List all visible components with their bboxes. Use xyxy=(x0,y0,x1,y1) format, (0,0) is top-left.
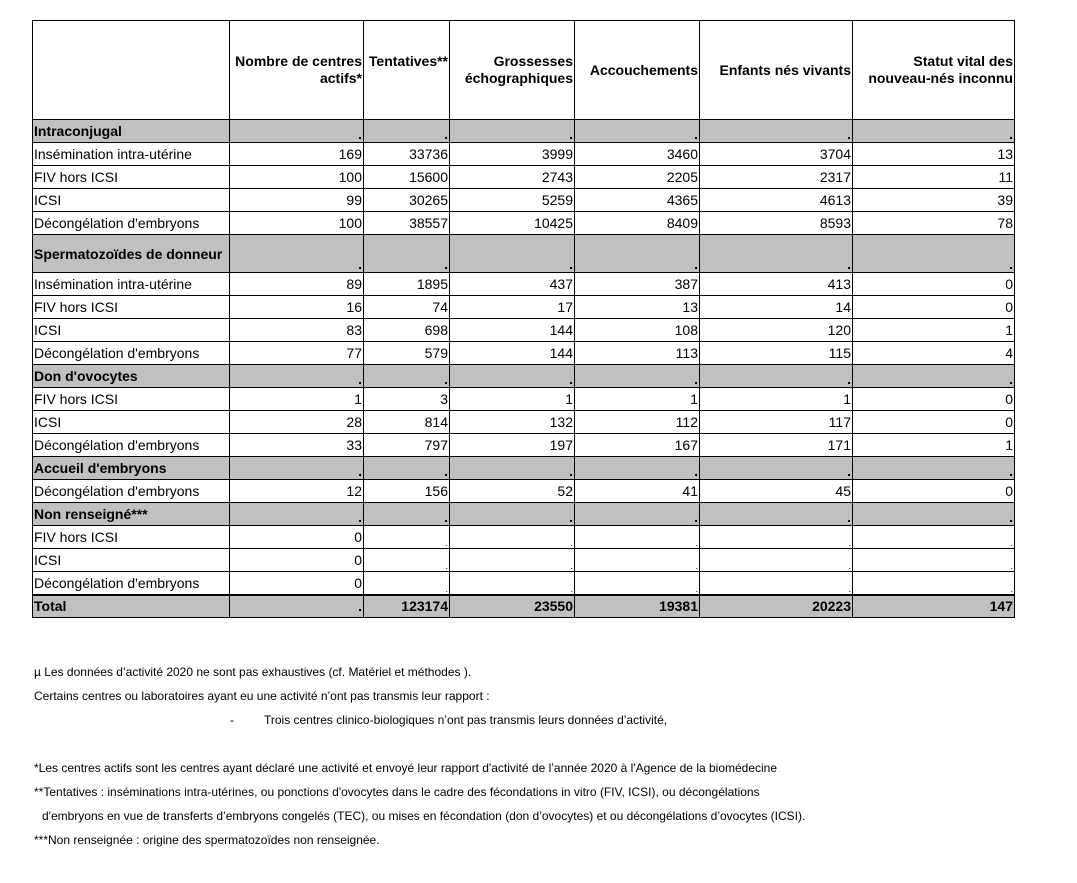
table-cell: 117 xyxy=(700,411,853,434)
table-cell: 112 xyxy=(575,411,700,434)
row-label: FIV hors ICSI xyxy=(33,166,230,189)
table-cell: 2743 xyxy=(450,166,575,189)
table-cell: 108 xyxy=(575,319,700,342)
table-cell: 144 xyxy=(450,342,575,365)
table-cell: 144 xyxy=(450,319,575,342)
table-body xyxy=(33,120,1015,618)
table-row xyxy=(33,143,1015,166)
table-cell: 13 xyxy=(853,143,1015,166)
table-cell: . xyxy=(364,526,450,549)
table-cell: 2317 xyxy=(700,166,853,189)
row-label: FIV hors ICSI xyxy=(33,526,230,549)
row-label: Insémination intra-utérine xyxy=(33,143,230,166)
table-cell: 12 xyxy=(230,480,364,503)
row-label: Insémination intra-utérine xyxy=(33,273,230,296)
table-cell: 579 xyxy=(364,342,450,365)
table-cell: 0 xyxy=(230,549,364,572)
table-row xyxy=(33,434,1015,457)
row-label: ICSI xyxy=(33,319,230,342)
table-cell: 4613 xyxy=(700,189,853,212)
table-cell: 123174 xyxy=(364,595,450,618)
table-cell: 16 xyxy=(230,296,364,319)
table-cell: . xyxy=(230,503,364,526)
table-cell: 100 xyxy=(230,212,364,235)
table-cell: . xyxy=(853,235,1015,273)
table-cell: . xyxy=(230,457,364,480)
table-cell: . xyxy=(700,365,853,388)
table-cell: 15600 xyxy=(364,166,450,189)
table-cell: . xyxy=(575,549,700,572)
table-cell: 1 xyxy=(450,388,575,411)
table-cell: . xyxy=(575,526,700,549)
table-cell: . xyxy=(700,120,853,143)
notes-spacer xyxy=(34,732,1034,756)
table-row xyxy=(33,480,1015,503)
table-cell: 387 xyxy=(575,273,700,296)
table-cell: 1895 xyxy=(364,273,450,296)
table-cell: 147 xyxy=(853,595,1015,618)
table-cell: . xyxy=(700,549,853,572)
table-cell: 2205 xyxy=(575,166,700,189)
header-tentatives: Tentatives** xyxy=(364,21,450,120)
table-cell: . xyxy=(364,549,450,572)
table-cell: . xyxy=(364,503,450,526)
table-cell: 0 xyxy=(230,572,364,595)
table-cell: . xyxy=(364,572,450,595)
table-row xyxy=(33,189,1015,212)
row-label: Décongélation d'embryons xyxy=(33,572,230,595)
header-statut-vital: Statut vital des nouveau-nés inconnu xyxy=(853,21,1015,120)
row-label: ICSI xyxy=(33,549,230,572)
table-cell: 38557 xyxy=(364,212,450,235)
table-cell: 797 xyxy=(364,434,450,457)
table-cell: . xyxy=(450,503,575,526)
table-cell: . xyxy=(450,457,575,480)
table-cell: . xyxy=(700,526,853,549)
table-cell: . xyxy=(450,549,575,572)
table-row xyxy=(33,212,1015,235)
table-cell: 437 xyxy=(450,273,575,296)
section-row xyxy=(33,235,1015,273)
table-cell: 33 xyxy=(230,434,364,457)
table-cell: . xyxy=(853,457,1015,480)
total-row xyxy=(33,595,1015,618)
table-cell: 3704 xyxy=(700,143,853,166)
table-cell: 197 xyxy=(450,434,575,457)
table-cell: 1 xyxy=(853,319,1015,342)
table-cell: 0 xyxy=(853,388,1015,411)
table-cell: . xyxy=(575,235,700,273)
table-cell: 33736 xyxy=(364,143,450,166)
table-cell: 0 xyxy=(230,526,364,549)
table-cell: 0 xyxy=(853,411,1015,434)
row-label: ICSI xyxy=(33,411,230,434)
table-cell: . xyxy=(230,120,364,143)
table-row xyxy=(33,319,1015,342)
row-label: Accueil d'embryons xyxy=(33,457,230,480)
row-label: Intraconjugal xyxy=(33,120,230,143)
table-cell: . xyxy=(450,235,575,273)
row-label: Spermatozoïdes de donneur xyxy=(33,235,230,273)
table-cell: 1 xyxy=(230,388,364,411)
notes-block xyxy=(34,660,1034,852)
header-nombre-centres: Nombre de centres actifs* xyxy=(230,21,364,120)
table-cell: . xyxy=(364,365,450,388)
table-row xyxy=(33,549,1015,572)
table-cell: 115 xyxy=(700,342,853,365)
table-cell: . xyxy=(853,365,1015,388)
table-row xyxy=(33,166,1015,189)
table-cell: 52 xyxy=(450,480,575,503)
table-row xyxy=(33,273,1015,296)
bullet-dash: - xyxy=(230,713,234,727)
header-enfants-nes: Enfants nés vivants xyxy=(700,21,853,120)
table-cell: . xyxy=(230,595,364,618)
note-exhaustivite: µ Les données d’activité 2020 ne sont pas exhaustives (cf. Matériel et méthodes ). xyxy=(34,665,472,679)
row-label: Décongélation d'embryons xyxy=(33,480,230,503)
footnote-tentatives: **Tentatives : inséminations intra-utérines, ou ponctions d'ovocytes dans le cadre des fécondations in vitro (FIV, ICSI), ou décongélations xyxy=(34,785,760,799)
table-cell: . xyxy=(450,365,575,388)
table-cell: 8593 xyxy=(700,212,853,235)
table-cell: 78 xyxy=(853,212,1015,235)
table-cell: 169 xyxy=(230,143,364,166)
table-cell: 814 xyxy=(364,411,450,434)
table-cell: 30265 xyxy=(364,189,450,212)
table-cell: 1 xyxy=(575,388,700,411)
table-row xyxy=(33,526,1015,549)
table-cell: 28 xyxy=(230,411,364,434)
table-cell: . xyxy=(700,235,853,273)
table-cell: 14 xyxy=(700,296,853,319)
table-cell: 19381 xyxy=(575,595,700,618)
table-row xyxy=(33,388,1015,411)
table-cell: . xyxy=(230,235,364,273)
note-bullet-item xyxy=(34,708,1034,732)
section-row xyxy=(33,120,1015,143)
table-cell: . xyxy=(364,120,450,143)
table-cell: 23550 xyxy=(450,595,575,618)
table-cell: 45 xyxy=(700,480,853,503)
table-cell: 39 xyxy=(853,189,1015,212)
table-cell: . xyxy=(853,120,1015,143)
table-cell: 4 xyxy=(853,342,1015,365)
table-cell: 113 xyxy=(575,342,700,365)
row-label: Don d'ovocytes xyxy=(33,365,230,388)
header-accouchements: Accouchements xyxy=(575,21,700,120)
table-cell: 3 xyxy=(364,388,450,411)
header-row xyxy=(33,21,1015,120)
table-cell: 17 xyxy=(450,296,575,319)
table-cell: 8409 xyxy=(575,212,700,235)
header-grossesses: Grossesses échographiques xyxy=(450,21,575,120)
table-cell: 20223 xyxy=(700,595,853,618)
table-cell: 171 xyxy=(700,434,853,457)
table-cell: 41 xyxy=(575,480,700,503)
row-label: Décongélation d'embryons xyxy=(33,342,230,365)
table-cell: 13 xyxy=(575,296,700,319)
table-row xyxy=(33,342,1015,365)
row-label: Total xyxy=(33,595,230,618)
table-cell: . xyxy=(575,572,700,595)
table-cell: 3460 xyxy=(575,143,700,166)
table-cell: . xyxy=(575,457,700,480)
table-row xyxy=(33,411,1015,434)
table-cell: 0 xyxy=(853,480,1015,503)
table-cell: 11 xyxy=(853,166,1015,189)
table-cell: . xyxy=(364,235,450,273)
note-centres-manquants: Certains centres ou laboratoires ayant eu une activité n’ont pas transmis leur rapport : xyxy=(34,689,490,703)
table-cell: 120 xyxy=(700,319,853,342)
activity-table xyxy=(32,20,1015,618)
table-cell: 74 xyxy=(364,296,450,319)
table-cell: 10425 xyxy=(450,212,575,235)
table-cell: 4365 xyxy=(575,189,700,212)
table-cell: 0 xyxy=(853,296,1015,319)
table-row xyxy=(33,572,1015,595)
table-row xyxy=(33,296,1015,319)
table-cell: . xyxy=(450,526,575,549)
table-cell: 1 xyxy=(853,434,1015,457)
table-cell: 3999 xyxy=(450,143,575,166)
table-cell: 100 xyxy=(230,166,364,189)
table-cell: 413 xyxy=(700,273,853,296)
row-label: Non renseigné*** xyxy=(33,503,230,526)
table-cell: . xyxy=(853,572,1015,595)
table-cell: 698 xyxy=(364,319,450,342)
footnote-non-renseignee: ***Non renseignée : origine des spermatozoïdes non renseignée. xyxy=(34,833,380,847)
table-cell: . xyxy=(700,503,853,526)
section-row xyxy=(33,503,1015,526)
table-cell: 156 xyxy=(364,480,450,503)
table-cell: 132 xyxy=(450,411,575,434)
header-blank xyxy=(33,21,230,120)
table-cell: 1 xyxy=(700,388,853,411)
table-cell: . xyxy=(450,572,575,595)
table-cell: 0 xyxy=(853,273,1015,296)
table-cell: 77 xyxy=(230,342,364,365)
row-label: Décongélation d'embryons xyxy=(33,212,230,235)
table-cell: . xyxy=(853,503,1015,526)
table-cell: . xyxy=(575,503,700,526)
table-cell: 99 xyxy=(230,189,364,212)
footnote-centres-actifs: *Les centres actifs sont les centres ayant déclaré une activité et envoyé leur rapport d'activité de l’année 2020 à l'Agence de la biomédecine xyxy=(34,761,778,775)
row-label: Décongélation d'embryons xyxy=(33,434,230,457)
table-cell: . xyxy=(364,457,450,480)
table-cell: 167 xyxy=(575,434,700,457)
table-cell: 83 xyxy=(230,319,364,342)
row-label: FIV hors ICSI xyxy=(33,296,230,319)
table-cell: . xyxy=(853,526,1015,549)
table-cell: 89 xyxy=(230,273,364,296)
table-cell: . xyxy=(575,365,700,388)
table-cell: . xyxy=(700,457,853,480)
section-row xyxy=(33,365,1015,388)
table-cell: . xyxy=(575,120,700,143)
table-cell: . xyxy=(450,120,575,143)
row-label: ICSI xyxy=(33,189,230,212)
table-cell: . xyxy=(230,365,364,388)
table-cell: . xyxy=(853,549,1015,572)
section-row xyxy=(33,457,1015,480)
table-cell: . xyxy=(700,572,853,595)
footnote-tentatives-cont: d'embryons en vue de transferts d’embryons congelés (TEC), ou mises en fécondation (don d’ovocytes) et ou décongélations d’ovocytes (ICSI). xyxy=(42,809,806,823)
table-cell: 5259 xyxy=(450,189,575,212)
note-bullet-text: Trois centres clinico-biologiques n’ont pas transmis leurs données d’activité, xyxy=(264,713,668,727)
row-label: FIV hors ICSI xyxy=(33,388,230,411)
